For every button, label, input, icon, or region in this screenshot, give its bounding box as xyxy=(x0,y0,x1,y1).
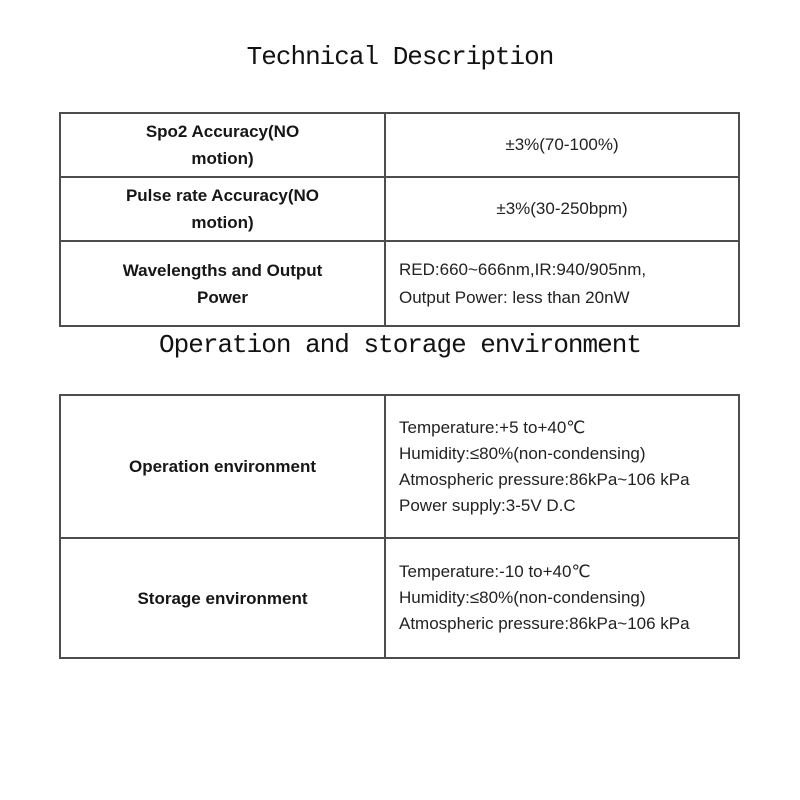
spec-value-operation-environment xyxy=(385,395,739,538)
spec-value-line: RED:660~666nm,IR:940/905nm, xyxy=(399,259,647,279)
spec-value-wavelengths-output-power xyxy=(385,241,739,326)
spec-value-line-temperature: Temperature:+5 to+40℃ xyxy=(399,417,586,437)
technical-description-table xyxy=(59,112,740,327)
spec-value-spo2-accuracy xyxy=(385,113,739,177)
spec-label-spo2-accuracy: Spo2 Accuracy(NO motion) xyxy=(60,113,385,177)
table-row-spo2-accuracy xyxy=(60,113,739,177)
spec-value-line: ±3%(70-100%) xyxy=(505,135,619,154)
spec-value-line-temperature: Temperature:-10 to+40℃ xyxy=(399,562,591,581)
operation-storage-environment-heading: Operation and storage environment xyxy=(159,330,641,360)
table-row-pulse-rate-accuracy xyxy=(60,177,739,241)
spec-value-line: ±3%(30-250bpm) xyxy=(496,199,628,218)
technical-description-heading: Technical Description xyxy=(246,42,554,72)
spec-value-pulse-rate-accuracy xyxy=(385,177,739,241)
spec-value-storage-environment xyxy=(385,538,739,658)
spec-label-storage-environment: Storage environment xyxy=(60,538,385,658)
spec-value-line-power-supply: Power supply:3-5V D.C xyxy=(399,495,576,515)
spec-value-line-humidity: Humidity:≤80%(non-condensing) xyxy=(399,588,646,607)
spec-value-line-humidity: Humidity:≤80%(non-condensing) xyxy=(399,443,646,463)
table-row-wavelengths-output-power xyxy=(60,241,739,326)
spec-label-wavelengths-output-power: Wavelengths and Output Power xyxy=(60,241,385,326)
spec-value-line-atmospheric-pressure: Atmospheric pressure:86kPa~106 kPa xyxy=(399,614,690,633)
spec-value-line: Output Power: less than 20nW xyxy=(399,287,630,307)
table-row-storage-environment xyxy=(60,538,739,658)
spec-label-operation-environment: Operation environment xyxy=(60,395,385,538)
spec-value-line-atmospheric-pressure: Atmospheric pressure:86kPa~106 kPa xyxy=(399,469,690,489)
spec-label-pulse-rate-accuracy: Pulse rate Accuracy(NO motion) xyxy=(60,177,385,241)
table-row-operation-environment xyxy=(60,395,739,538)
environment-table xyxy=(59,394,740,659)
